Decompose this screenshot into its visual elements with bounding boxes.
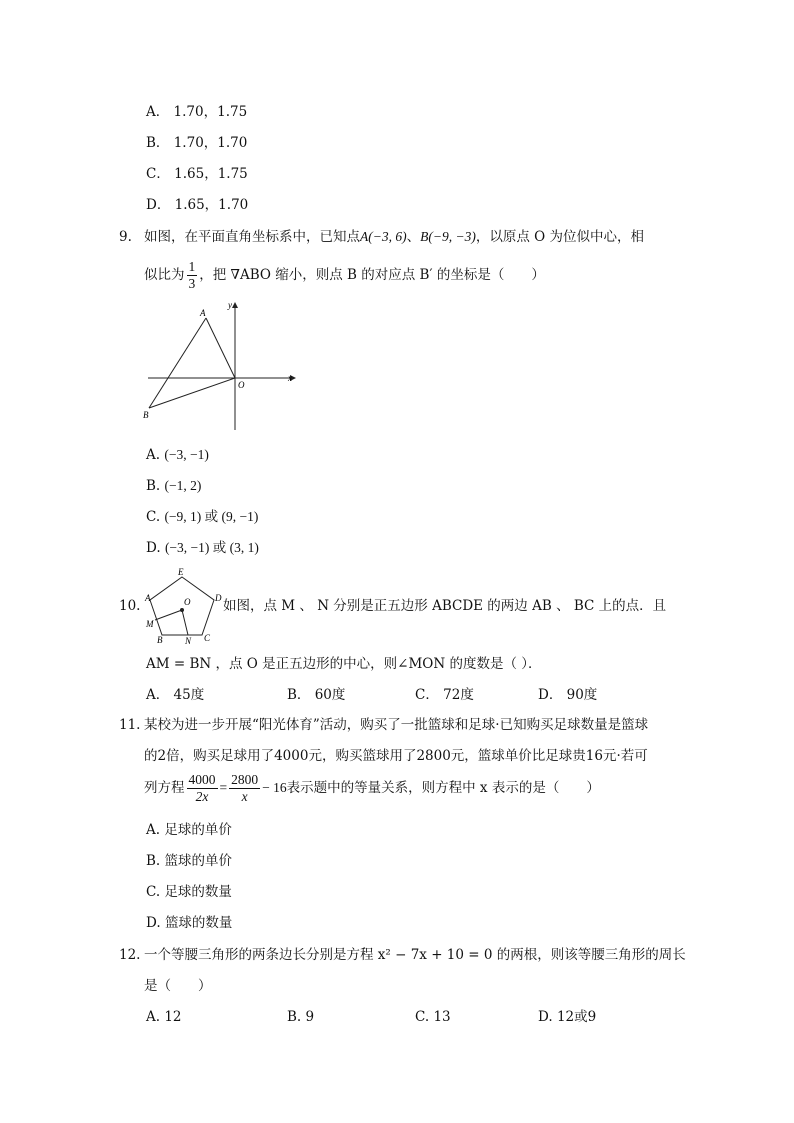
q10-number: 10. xyxy=(119,598,141,614)
q9-line1: 如图，在平面直角坐标系中，已知点A(−3, 6)、B(−9, −3)，以原点 O 为位似中心，相 xyxy=(144,229,644,245)
q9-coordinate-figure xyxy=(140,298,300,433)
q9-label-o: O xyxy=(238,380,245,390)
q10-option-b: B． 60度 xyxy=(287,687,346,703)
q11-fraction-2: $\frac{2800}{x}$ xyxy=(231,772,259,804)
q9-label-a: A xyxy=(200,308,206,318)
q10-label-b: B xyxy=(157,635,163,645)
q12-option-d: D. 12或9 xyxy=(538,1009,597,1025)
q9-option-d: D. (−3, −1) 或 (3, 1) xyxy=(146,540,259,556)
q10-option-c: C． 72度 xyxy=(415,687,474,703)
q12-line1: 一个等腰三角形的两条边长分别是方程 x² − 7x + 10 = 0 的两根，则该等腰三角形的周长 xyxy=(144,947,686,963)
q10-label-a: A xyxy=(145,593,151,603)
q9-option-a: A. (−3, −1) xyxy=(146,447,209,463)
q8-option-a: A． 1.70，1.75 xyxy=(146,104,248,120)
q10-label-d: D xyxy=(215,593,222,603)
q11-fraction-1: $\frac{4000}{2x}$ xyxy=(188,772,216,804)
q12-option-a: A. 12 xyxy=(146,1009,182,1025)
q8-option-c: C． 1.65，1.75 xyxy=(146,166,248,182)
q10-label-e: E xyxy=(178,567,184,577)
q8-option-d: D． 1.65，1.70 xyxy=(146,197,249,213)
q12-option-c: C. 13 xyxy=(415,1009,451,1025)
q12-option-b: B. 9 xyxy=(287,1009,315,1025)
q10-line1: 如图，点 M 、 N 分别是正五边形 ABCDE 的两边 AB 、 BC 上的点．且 xyxy=(223,598,667,614)
q9-fraction: $\frac{1}{3}$ xyxy=(188,259,196,291)
q11-line3: 列方程 $\frac{4000}{2x}$ = $\frac{2800}{x}$ − 16表示题中的等量关系，则方程中 x 表示的是（ ） xyxy=(144,772,600,804)
q11-line2: 的2倍，购买足球用了4000元，购买篮球用了2800元，篮球单价比足球贵16元·若可 xyxy=(144,748,648,764)
q10-option-a: A． 45度 xyxy=(146,687,205,703)
q9-option-c: C. (−9, 1) 或 (9, −1) xyxy=(146,509,259,525)
q11-option-c: C. 足球的数量 xyxy=(146,884,232,900)
q11-option-d: D. 篮球的数量 xyxy=(146,915,233,931)
q9-label-x: x xyxy=(288,373,292,383)
q9-label-b: B xyxy=(143,410,149,420)
q10-label-n: N xyxy=(185,636,192,645)
q11-option-b: B. 篮球的单价 xyxy=(146,853,233,869)
q10-option-d: D． 90度 xyxy=(538,687,598,703)
q12-line2: 是（ ） xyxy=(144,978,212,994)
q11-line1: 某校为进一步开展“阳光体育”活动，购买了一批篮球和足球·已知购买足球数量是篮球 xyxy=(144,717,649,733)
q8-option-b: B． 1.70，1.70 xyxy=(146,135,248,151)
q9-line2: 似比为 $\frac{1}{3}$ ，把 ∇ABO 缩小，则点 B 的对应点 B′ 的坐标是（ ） xyxy=(144,259,545,291)
q12-number: 12. xyxy=(119,947,141,963)
q11-number: 11. xyxy=(119,717,141,733)
q9-option-b: B. (−1, 2) xyxy=(146,478,202,494)
q10-label-c: C xyxy=(204,633,211,643)
q10-label-o: O xyxy=(184,597,191,607)
q9-label-y: y xyxy=(228,300,232,310)
q11-option-a: A. 足球的单价 xyxy=(146,822,232,838)
q10-label-m: M xyxy=(146,619,154,629)
q9-number: 9. xyxy=(119,229,132,245)
q10-pentagon-figure xyxy=(142,565,222,645)
q10-line2: AM = BN ，点 O 是正五边形的中心，则∠MON 的度数是（ ）． xyxy=(146,656,542,672)
